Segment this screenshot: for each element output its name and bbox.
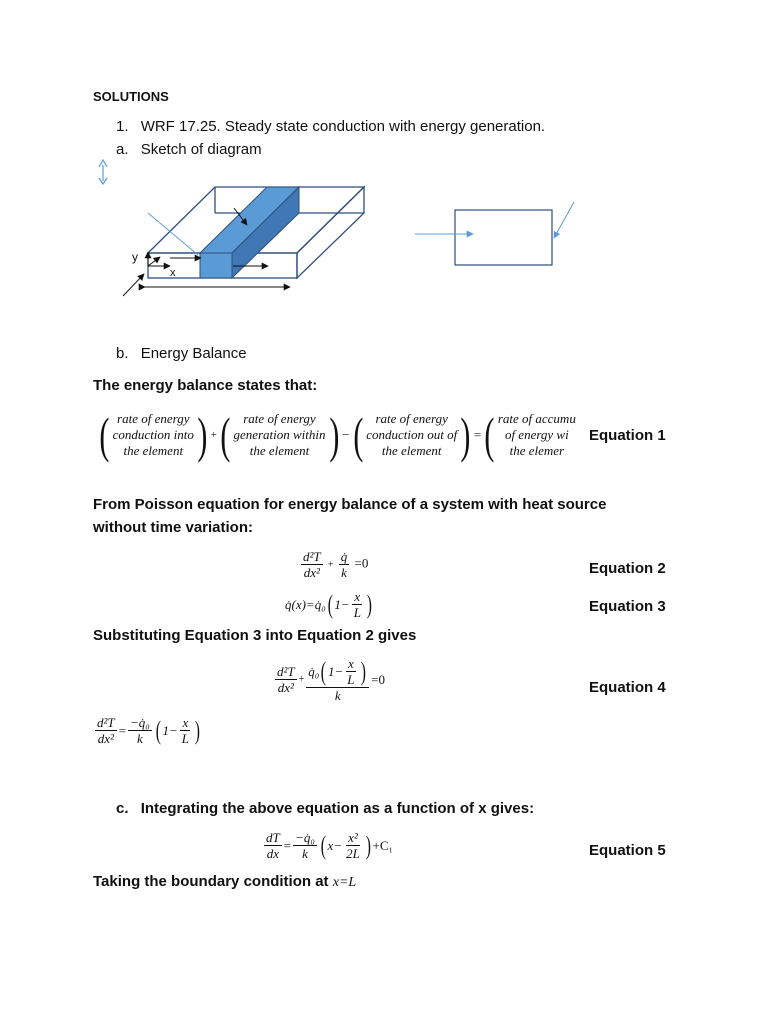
equation-1-label: Equation 1 xyxy=(589,427,666,444)
equation-5: $\frac{dT}{dx}$ = $\frac{\text{−q̇₀}}{k}$ ( x− $\frac{\text{x²}}{2L}$ ) +C₁ xyxy=(266,830,394,861)
poisson-line-1: From Poisson equation for energy balance of a system with heat source xyxy=(93,496,607,513)
item-c xyxy=(116,800,534,817)
cv-side-arrow xyxy=(554,202,574,238)
equation-3-label: Equation 3 xyxy=(589,598,666,615)
eq1-term-outflow: rate of energy conduction out of the element xyxy=(366,411,458,458)
equation-4b: $\frac{\text{d²T}}{\text{dx²}}$ = $\frac{\text{−q̇₀}}{k}$ ( 1− $\frac{x}{L}$ ) xyxy=(97,715,200,746)
control-volume-box xyxy=(455,210,552,265)
equation-1: ( rate of energy conduction into the element ) + ( rate of energy generation within the element ) − ( rate of energy conduction out of the element ) = ( rate of accumu of energy wi the elemer xyxy=(99,407,576,463)
item-a-letter: a. xyxy=(116,141,129,158)
sketch-diagram xyxy=(90,155,590,305)
substituting-text: Substituting Equation 3 into Equation 2 gives xyxy=(93,627,417,644)
item-1 xyxy=(116,118,545,135)
item-b-letter: b. xyxy=(116,345,129,362)
eq1-term-generation: rate of energy generation within the element xyxy=(233,411,326,458)
eq1-term-inflow: rate of energy conduction into the element xyxy=(112,411,194,458)
coordinate-axes xyxy=(123,252,170,296)
guide-line xyxy=(148,213,198,255)
equation-4-label: Equation 4 xyxy=(589,679,666,696)
page-heading: SOLUTIONS xyxy=(93,89,169,104)
item-b xyxy=(116,345,247,362)
item-c-text: Integrating the above equation as a function of x gives: xyxy=(140,800,535,817)
equation-4: $\frac{\text{d²T}}{\text{dx²}}$ + q̇₀ ( 1− $\frac{x}{L}$ ) k =0 xyxy=(277,656,386,703)
item-1-text: WRF 17.25. Steady state conduction with energy generation. xyxy=(140,118,546,135)
poisson-line-2: without time variation: xyxy=(93,519,254,536)
boundary-math: x=L xyxy=(332,875,357,890)
equation-2: $\frac{\text{d²T}}{\text{dx²}}$ + $\frac{q̇}{k}$ =0 xyxy=(303,549,369,580)
equation-5-label: Equation 5 xyxy=(589,842,666,859)
item-1-number: 1. xyxy=(116,118,129,135)
balance-intro: The energy balance states that: xyxy=(93,377,318,394)
axis-label-x: x xyxy=(170,267,176,279)
item-b-text: Energy Balance xyxy=(140,345,247,362)
boundary-text: Taking the boundary condition at xyxy=(93,873,329,890)
axis-label-y: y xyxy=(132,250,138,264)
vertical-double-arrow xyxy=(99,160,107,184)
equation-3: q̇(x)=q̇₀ ( 1− $\frac{x}{L}$ ) xyxy=(285,589,372,620)
equation-2-label: Equation 2 xyxy=(589,560,666,577)
item-c-letter: c. xyxy=(116,800,129,817)
boundary-condition xyxy=(93,873,356,891)
item-a-text: Sketch of diagram xyxy=(140,141,262,158)
eq1-term-accumulation: rate of accumu of energy wi the elemer xyxy=(497,411,576,458)
